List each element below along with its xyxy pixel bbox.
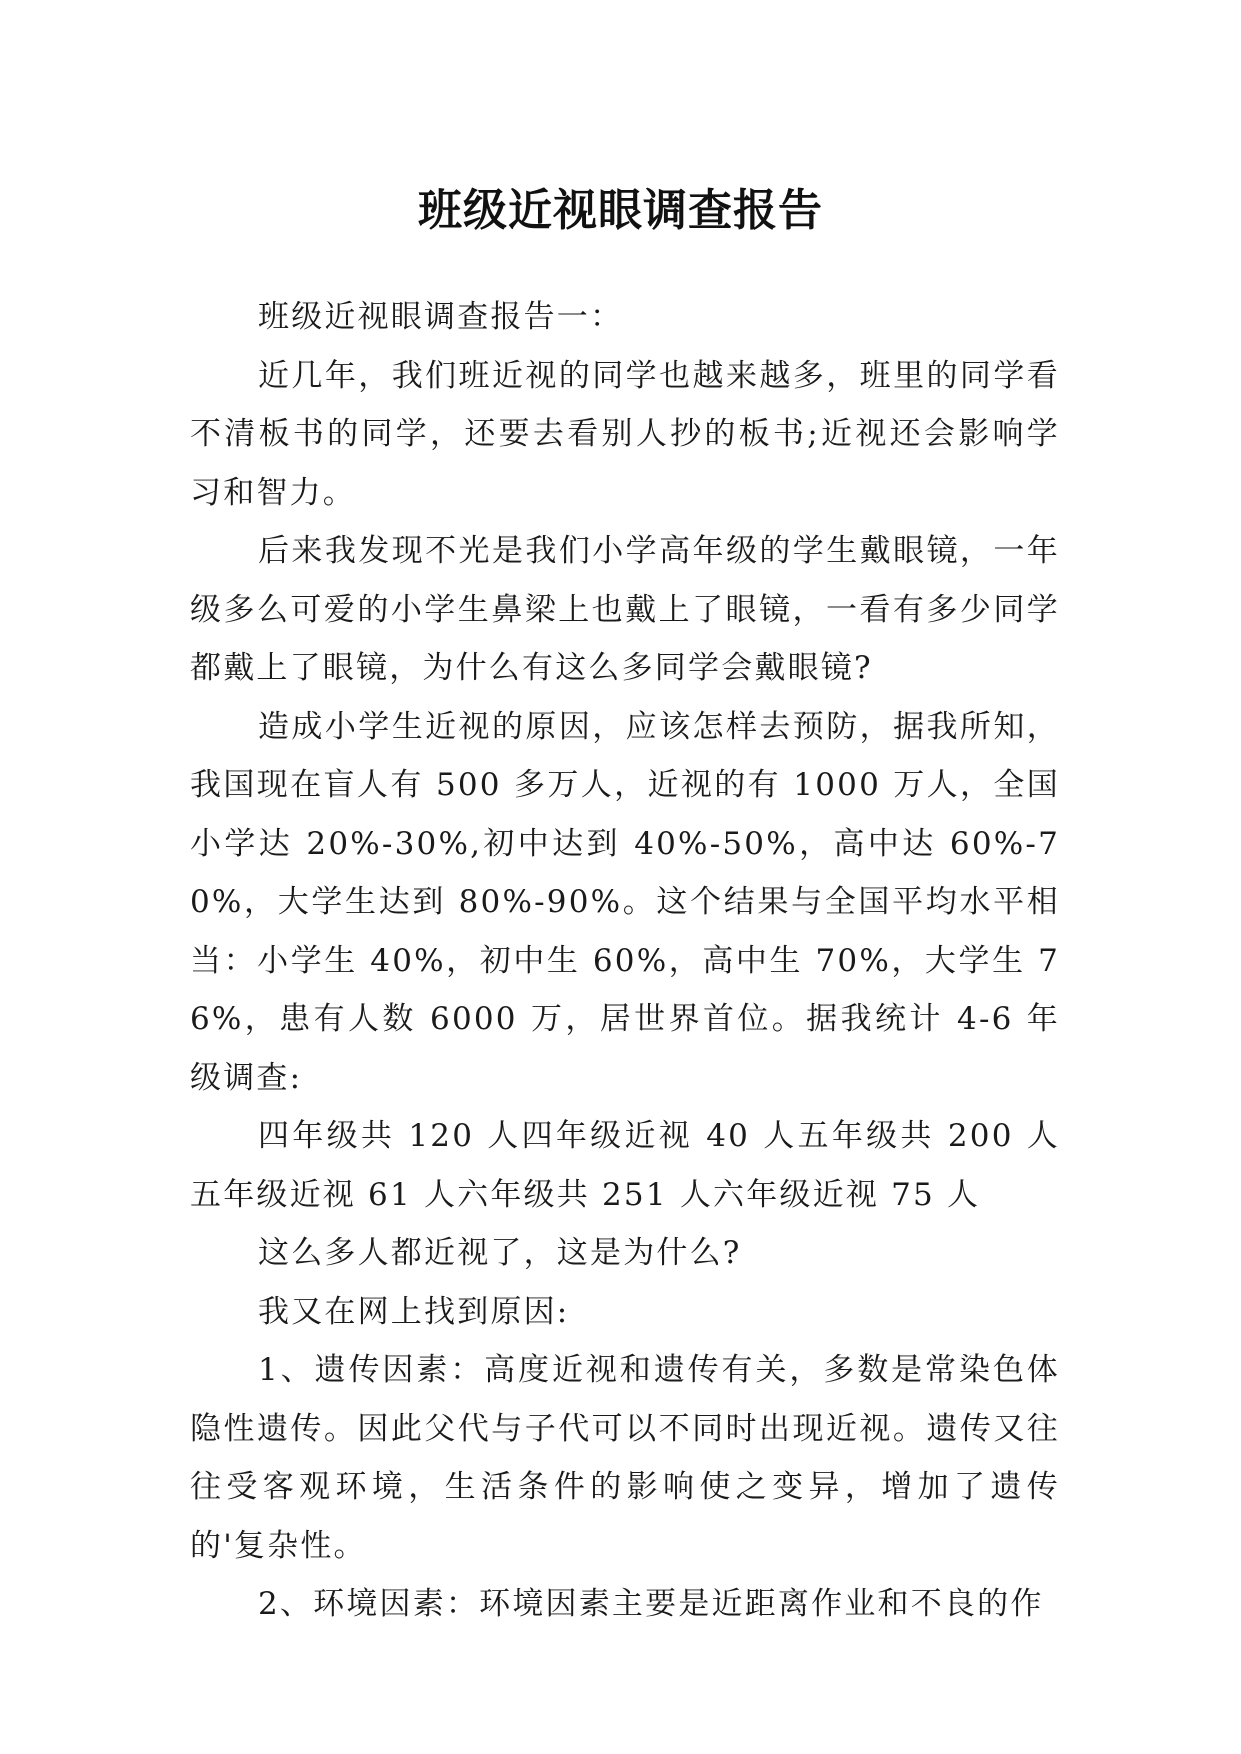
paragraph-cause-environment: 2、环境因素：环境因素主要是近距离作业和不良的作 — [258, 1586, 1044, 1622]
document-body — [190, 288, 1060, 1634]
paragraph-question: 这么多人都近视了，这是为什么? — [258, 1235, 742, 1271]
paragraph-survey-results: 四年级共 120 人四年级近视 40 人五年级共 200 人五年级近视 61 人六年级共 251 人六年级近视 75 人 — [190, 1118, 1060, 1213]
paragraph-intro: 近几年，我们班近视的同学也越来越多，班里的同学看不清板书的同学，还要去看别人抄的板书;近视还会影响学习和智力。 — [190, 357, 1060, 511]
paragraph-report-heading: 班级近视眼调查报告一： — [258, 299, 624, 335]
document-title: 班级近视眼调查报告 — [418, 185, 823, 237]
paragraph-statistics: 造成小学生近视的原因，应该怎样去预防，据我所知，我国现在盲人有 500 多万人，近视的有 1000 万人，全国小学达 20%-30%,初中达到 40%-50%，高中达 60%-70%，大学生达到 80%-90%。这个结果与全国平均水平相当：小学生 40%，初中生 60%，高中生 70%，大学生 76%，患有人数 6000 万，居世界首位。据我统计 4-6 年级调查: — [190, 708, 1060, 1096]
paragraph-cause-genetic: 1、遗传因素：高度近视和遗传有关，多数是常染色体隐性遗传。因此父代与子代可以不同时出现近视。遗传又往往受客观环境，生活条件的影响使之变异，增加了遗传的'复杂性。 — [190, 1352, 1060, 1564]
paragraph-observation: 后来我发现不光是我们小学高年级的学生戴眼镜，一年级多么可爱的小学生鼻梁上也戴上了眼镜，一看有多少同学都戴上了眼镜，为什么有这么多同学会戴眼镜? — [190, 533, 1060, 686]
paragraph-causes-intro: 我又在网上找到原因: — [258, 1293, 570, 1330]
